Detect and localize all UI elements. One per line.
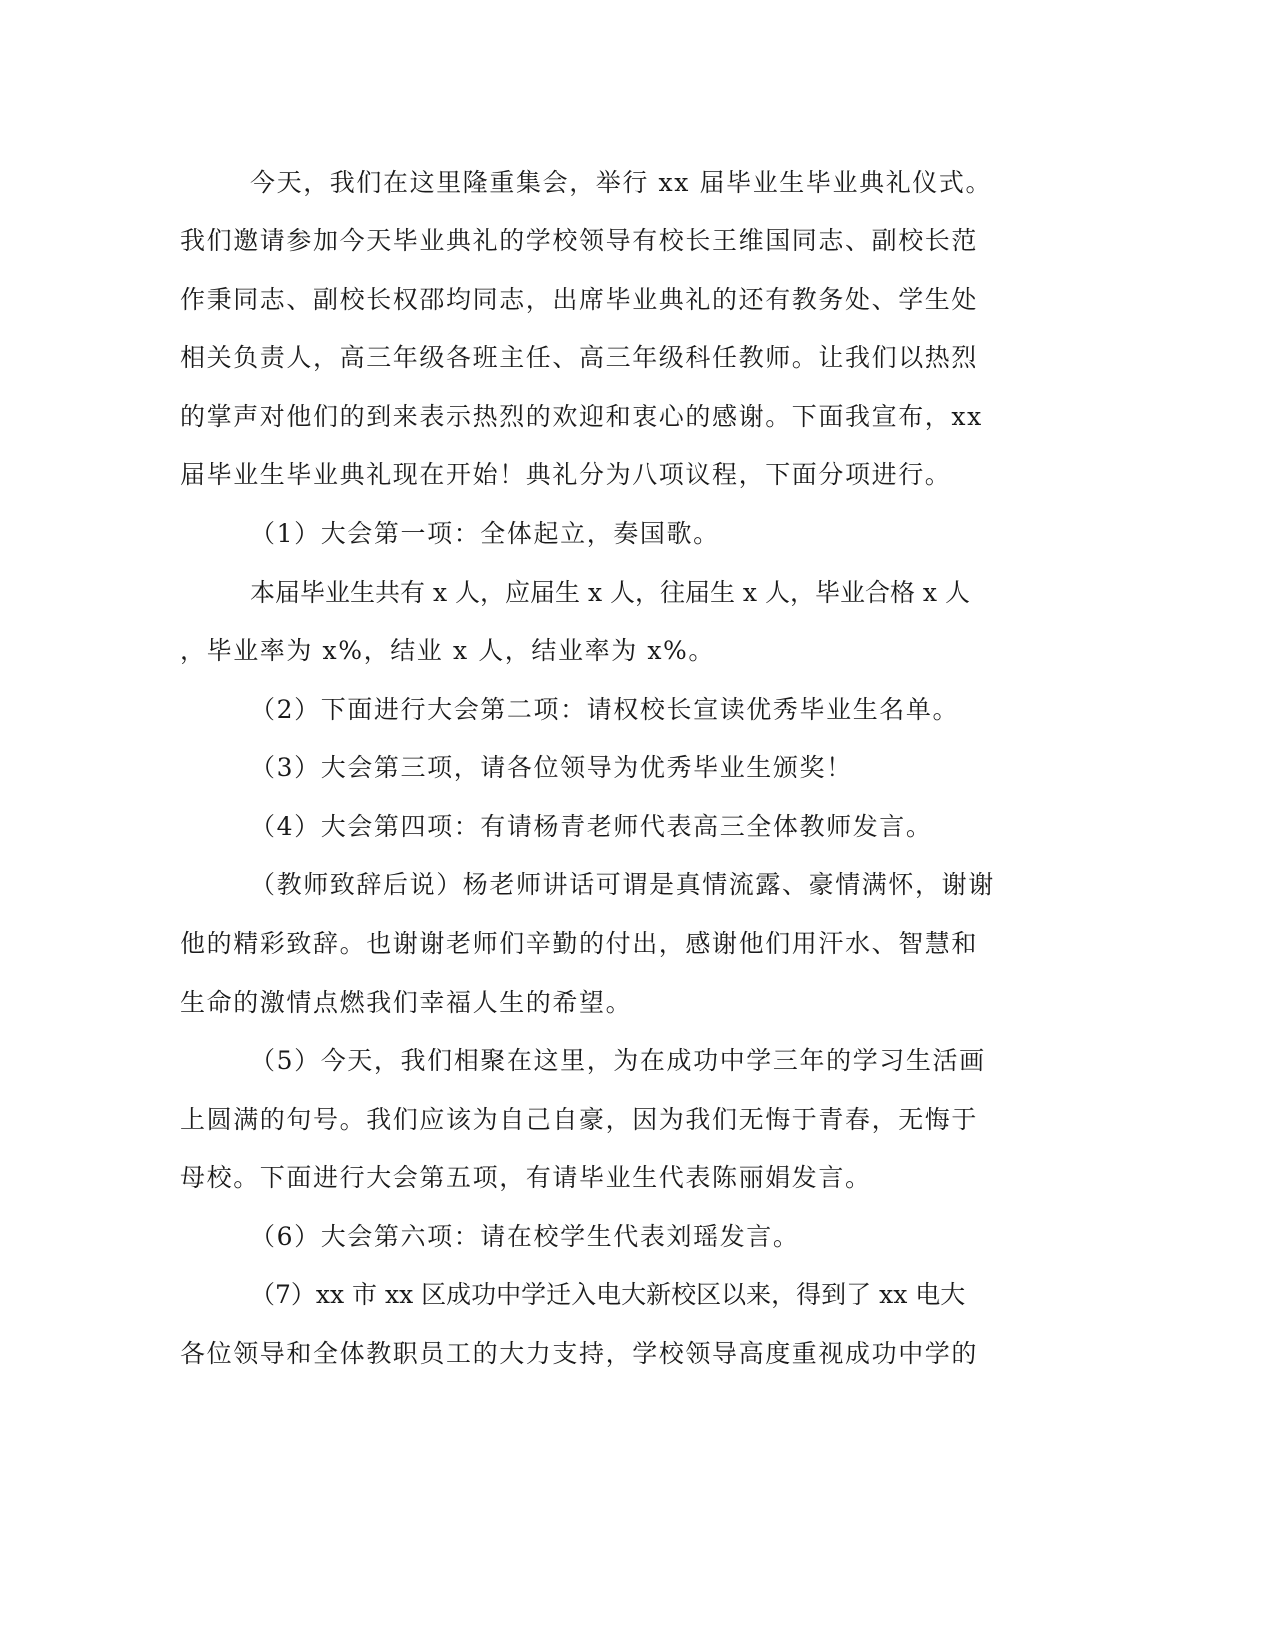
text-line: 各位领导和全体教职员工的大力支持，学校领导高度重视成功中学的: [180, 1339, 979, 1368]
text-line: 作秉同志、副校长权邵均同志，出席毕业典礼的还有教务处、学生处: [180, 285, 979, 314]
text-line: 他的精彩致辞。也谢谢老师们辛勤的付出，感谢他们用汗水、智慧和: [180, 929, 979, 958]
text-line: （7）xx 市 xx 区成功中学迁入电大新校区以来，得到了 xx 电大: [250, 1280, 966, 1309]
text-line: 相关负责人，高三年级各班主任、高三年级科任教师。让我们以热烈: [180, 343, 979, 372]
text-line: （2）下面进行大会第二项：请权校长宣读优秀毕业生名单。: [250, 695, 960, 724]
text-line: 母校。下面进行大会第五项，有请毕业生代表陈丽娟发言。: [180, 1163, 872, 1192]
text-line: 的掌声对他们的到来表示热烈的欢迎和衷心的感谢。下面我宣布，xx: [180, 402, 983, 431]
text-line: 本届毕业生共有 x 人，应届生 x 人，往届生 x 人，毕业合格 x 人: [250, 578, 970, 607]
text-line: ，毕业率为 x%，结业 x 人，结业率为 x%。: [180, 636, 715, 665]
text-line: 生命的激情点燃我们幸福人生的希望。: [180, 988, 633, 1017]
text-line: 上圆满的句号。我们应该为自己自豪，因为我们无悔于青春，无悔于: [180, 1105, 979, 1134]
text-line: （4）大会第四项：有请杨青老师代表高三全体教师发言。: [250, 812, 933, 841]
text-line: （教师致辞后说）杨老师讲话可谓是真情流露、豪情满怀，谢谢: [250, 870, 995, 899]
text-line: （6）大会第六项：请在校学生代表刘瑶发言。: [250, 1222, 800, 1251]
text-line: 我们邀请参加今天毕业典礼的学校领导有校长王维国同志、副校长范: [180, 226, 979, 255]
text-line: 今天，我们在这里隆重集会，举行 xx 届毕业生毕业典礼仪式。: [250, 168, 993, 197]
text-line: 届毕业生毕业典礼现在开始！典礼分为八项议程，下面分项进行。: [180, 460, 952, 489]
text-line: （1）大会第一项：全体起立，奏国歌。: [250, 519, 720, 548]
text-line: （3）大会第三项，请各位领导为优秀毕业生颁奖！: [250, 753, 853, 782]
text-line: （5）今天，我们相聚在这里，为在成功中学三年的学习生活画: [250, 1046, 986, 1075]
